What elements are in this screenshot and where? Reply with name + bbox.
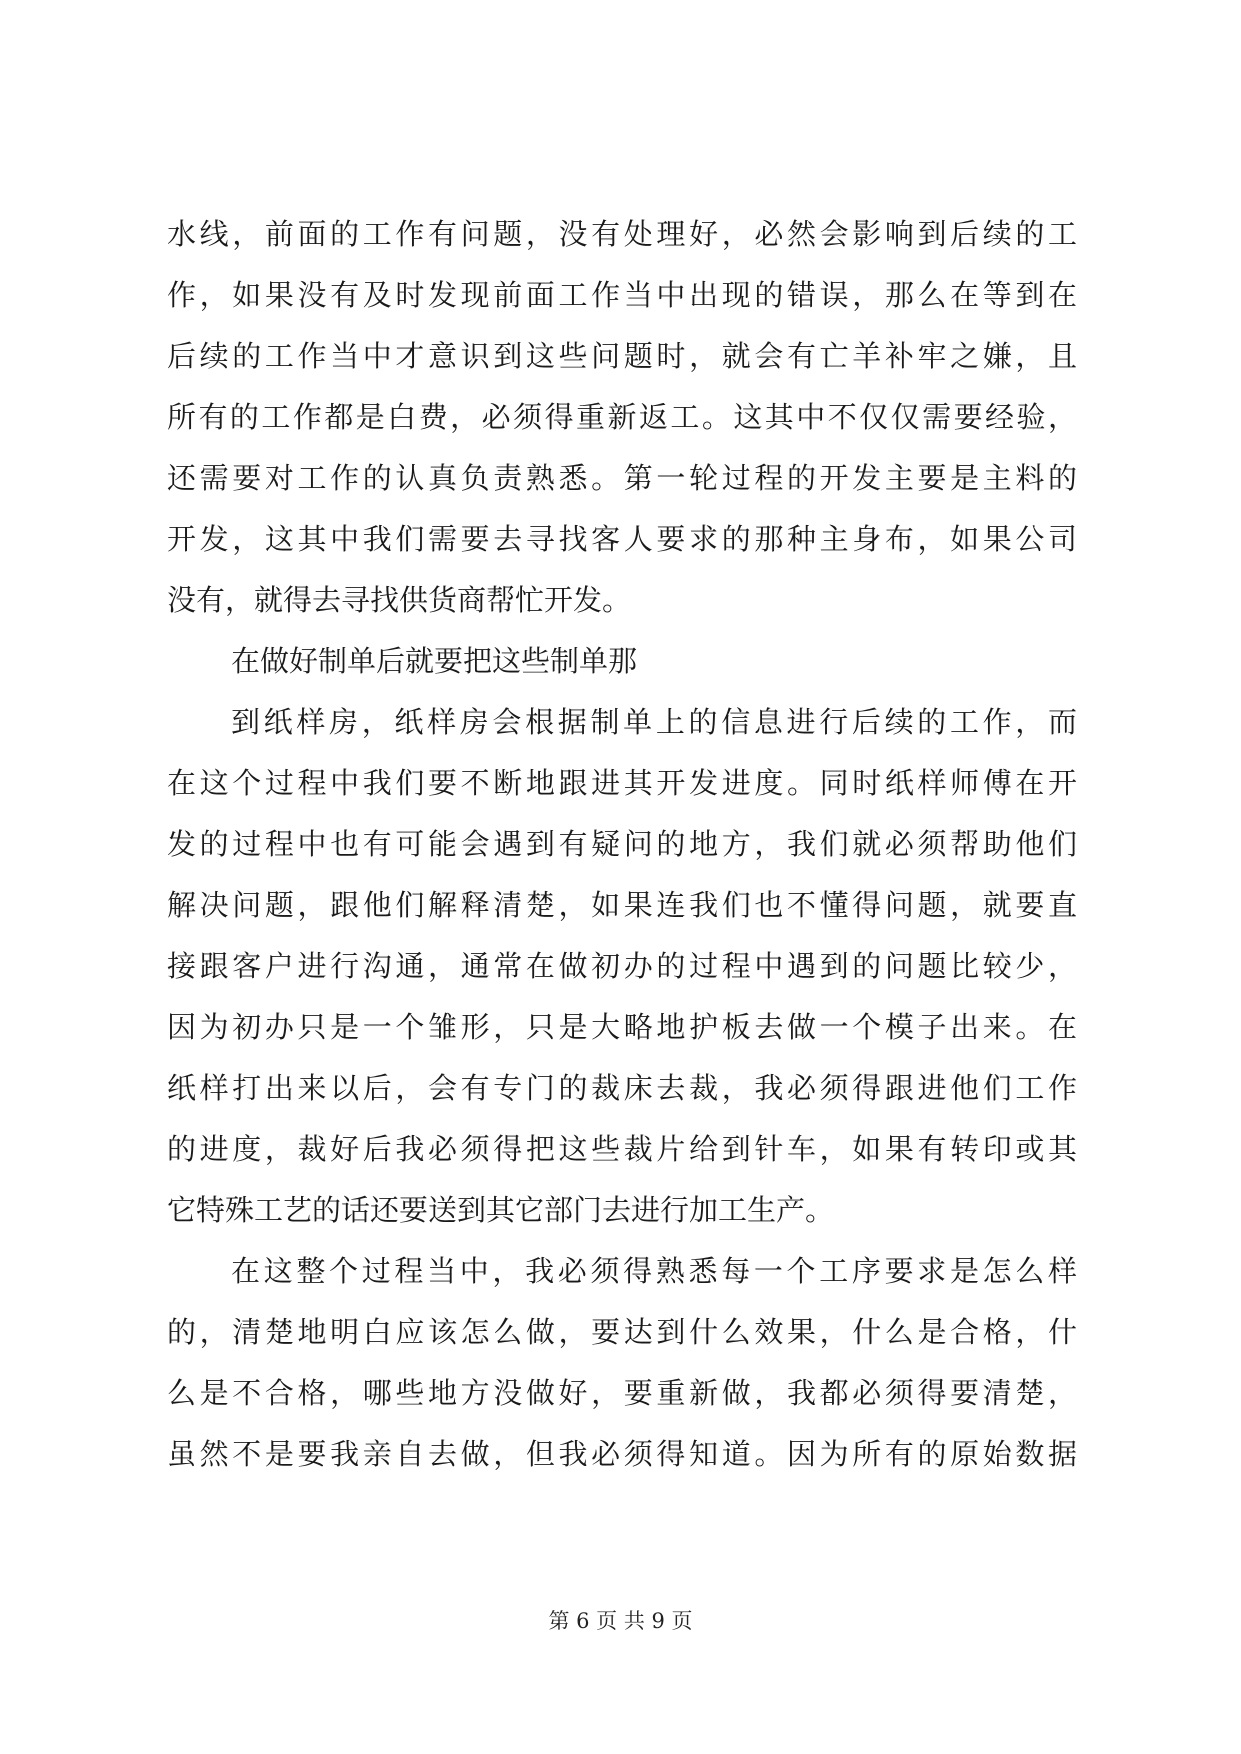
text-line: 水线，前面的工作有问题，没有处理好，必然会影响到后续的工 [167, 217, 1077, 251]
text-line: 纸样打出来以后，会有专门的裁床去裁，我必须得跟进他们工作 [167, 1071, 1077, 1105]
page-footer: 第 6 页 共 9 页 [548, 1609, 693, 1633]
text-line: 它特殊工艺的话还要送到其它部门去进行加工生产。 [167, 1193, 835, 1227]
text-line: 么是不合格，哪些地方没做好，要重新做，我都必须得要清楚， [167, 1376, 1077, 1410]
text-line: 虽然不是要我亲自去做，但我必须得知道。因为所有的原始数据 [167, 1437, 1077, 1471]
text-line: 接跟客户进行沟通，通常在做初办的过程中遇到的问题比较少， [167, 949, 1077, 983]
text-line: 在这整个过程当中，我必须得熟悉每一个工序要求是怎么样 [231, 1254, 1077, 1288]
text-line: 作，如果没有及时发现前面工作当中出现的错误，那么在等到在 [167, 278, 1077, 312]
text-line: 因为初办只是一个雏形，只是大略地护板去做一个模子出来。在 [167, 1010, 1077, 1044]
text-line: 的进度，裁好后我必须得把这些裁片给到针车，如果有转印或其 [167, 1132, 1077, 1166]
text-line: 开发，这其中我们需要去寻找客人要求的那种主身布，如果公司 [167, 522, 1077, 556]
text-line: 发的过程中也有可能会遇到有疑问的地方，我们就必须帮助他们 [167, 827, 1077, 861]
text-line: 没有，就得去寻找供货商帮忙开发。 [167, 583, 632, 617]
text-line: 所有的工作都是白费，必须得重新返工。这其中不仅仅需要经验， [167, 400, 1077, 434]
text-line: 解决问题，跟他们解释清楚，如果连我们也不懂得问题，就要直 [167, 888, 1077, 922]
text-line: 到纸样房，纸样房会根据制单上的信息进行后续的工作，而 [231, 705, 1077, 739]
text-line: 在做好制单后就要把这些制单那 [231, 644, 638, 678]
text-line: 在这个过程中我们要不断地跟进其开发进度。同时纸样师傅在开 [167, 766, 1077, 800]
body-text [167, 204, 1077, 1485]
text-line: 还需要对工作的认真负责熟悉。第一轮过程的开发主要是主料的 [167, 461, 1077, 495]
text-line: 后续的工作当中才意识到这些问题时，就会有亡羊补牢之嫌，且 [167, 339, 1077, 373]
text-line: 的，清楚地明白应该怎么做，要达到什么效果，什么是合格，什 [167, 1315, 1077, 1349]
